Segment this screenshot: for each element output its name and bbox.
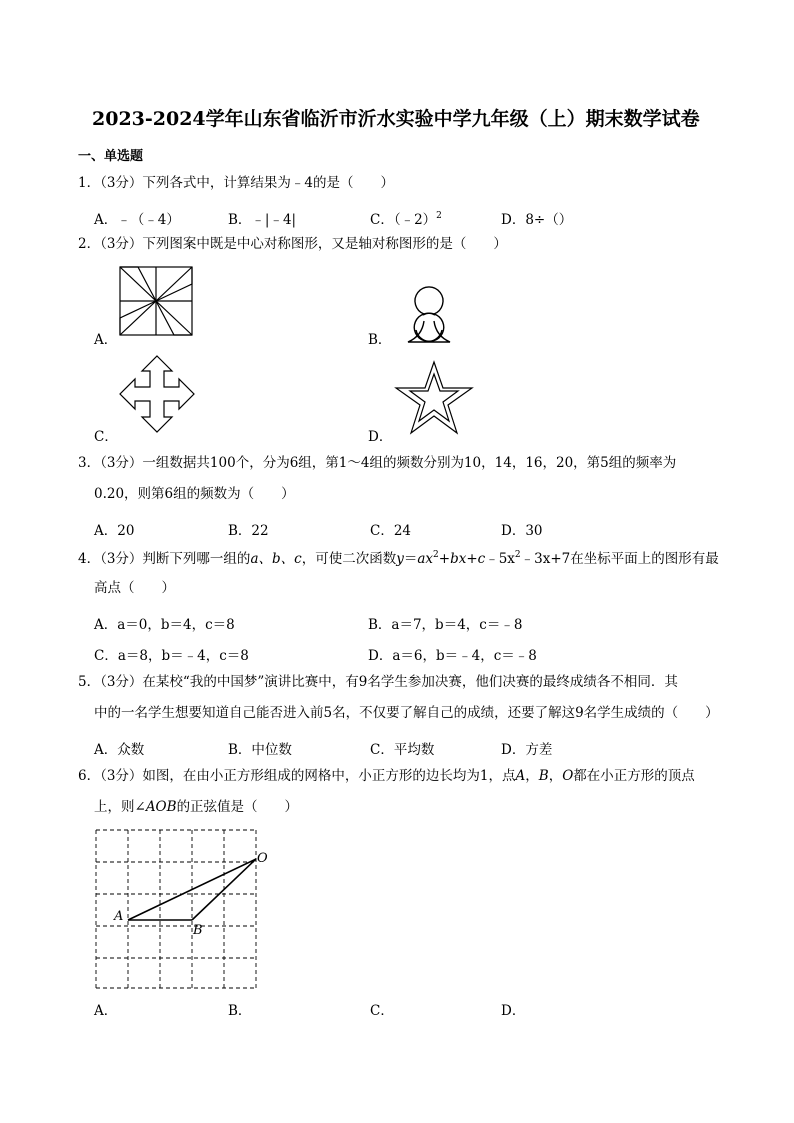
q4-option-b: B．a＝7，b＝4，c＝﹣8	[368, 617, 523, 633]
grid-figure	[90, 822, 275, 992]
q5-option-a: A．众数	[94, 742, 145, 758]
star-figure	[394, 360, 474, 435]
grid-label-a: A	[114, 909, 124, 924]
q5-option-d: D．方差	[501, 742, 553, 758]
q5-option-c: C．平均数	[370, 742, 435, 758]
q1-stem: 1．（3分）下列各式中，计算结果为﹣4的是（ ）	[78, 175, 395, 191]
q4-option-d: D．a＝6，b＝﹣4，c＝﹣8	[368, 648, 537, 664]
q2-option-b: B．	[368, 332, 392, 348]
q4-formula-tail2: ﹣3x+7在坐标平面上的图形有最	[520, 551, 719, 567]
q3-stem-line2: 0.20，则第6组的频数为（ ）	[94, 486, 295, 502]
q6-stem-line2-post: 的正弦值是（ ）	[176, 799, 299, 815]
q4-stem-pre: 4．（3分）判断下列哪一组的	[78, 551, 251, 567]
q6-stem-pre: 6．（3分）如图，在由小正方形组成的网格中，小正方形的边长均为1，点	[78, 768, 516, 784]
section-heading: 一、单选题	[78, 149, 144, 164]
q5-stem-line1: 5．（3分）在某校“我的中国梦”演讲比赛中，有9名学生参加决赛，他们决赛的最终成绩各不相同．其	[78, 674, 678, 690]
q4-formula-y: y	[396, 551, 404, 567]
q5-option-b: B．中位数	[228, 742, 292, 758]
q2-option-a: A．	[94, 332, 118, 348]
q4-stem-abc: a、b、c	[250, 551, 302, 567]
q6-option-b: B．	[228, 1003, 252, 1019]
q6-stem-comma2: ，	[548, 768, 563, 784]
q4-formula-plus2: +	[466, 551, 478, 567]
q4-formula-ax: ax	[417, 551, 434, 567]
q3-option-a: A．20	[94, 523, 135, 539]
page-title: 2023-2024学年山东省临沂市沂水实验中学九年级（上）期末数学试卷	[92, 108, 700, 130]
q3-stem-line1: 3．（3分）一组数据共100个，分为6组，第1～4组的频数分别为10，14，16，20，第5组的频率为	[78, 455, 677, 471]
pinwheel-figure	[118, 265, 194, 337]
q1-option-a: A．﹣（﹣4）	[94, 212, 180, 228]
q2-stem: 2．（3分）下列图案中既是中心对称图形，又是轴对称图形的是（ ）	[78, 236, 507, 252]
q1-option-b: B．﹣|﹣4|	[228, 212, 297, 228]
q4-formula-plus1: +	[438, 551, 451, 567]
q6-stem-post: 都在小正方形的顶点	[573, 768, 695, 784]
q4-formula-c: c	[477, 551, 486, 567]
q4-stem-line1	[78, 551, 719, 567]
q4-formula-sq: 2	[433, 550, 439, 560]
q6-stem-point-o: O	[562, 768, 574, 784]
q4-option-c: C．a＝8，b＝﹣4，c＝8	[94, 648, 249, 664]
q6-stem-line2-pre: 上，则∠	[94, 799, 146, 815]
q4-stem-mid: ，可使二次函数	[301, 551, 397, 567]
q6-option-a: A．	[94, 1003, 118, 1019]
q6-stem-line1	[78, 770, 695, 784]
four-arrow-figure	[118, 354, 196, 434]
q3-option-b: B．22	[228, 523, 269, 539]
q1-option-c	[370, 208, 442, 228]
q4-stem-line2: 高点（ ）	[94, 580, 175, 596]
q3-option-d: D．30	[501, 523, 543, 539]
q6-stem-point-b: B	[538, 768, 549, 784]
q1-option-d: D．8÷（）	[501, 212, 573, 228]
q4-formula-sq2: 2	[514, 550, 521, 560]
q6-stem-angle: AOB	[145, 799, 177, 815]
q4-formula-eq: ＝	[403, 551, 418, 567]
q1-option-c-text: C．（﹣2）	[370, 212, 437, 228]
q6-stem-comma1: ，	[525, 768, 539, 784]
q4-formula-tail: ﹣5x	[485, 551, 515, 567]
club-figure	[394, 288, 464, 344]
q4-formula-bx: bx	[450, 551, 467, 567]
q2-option-c: C．	[94, 429, 118, 445]
q2-option-d: D．	[368, 429, 393, 445]
grid-label-o: O	[257, 851, 268, 866]
grid-label-b: B	[193, 923, 203, 938]
q4-option-a: A．a＝0，b＝4，c＝8	[94, 617, 235, 633]
q3-option-c: C．24	[370, 523, 412, 539]
q6-stem-line2	[94, 801, 298, 815]
q6-stem-point-a: A	[515, 768, 526, 784]
q1-option-c-exponent: 2	[436, 211, 442, 221]
q6-option-d: D．	[501, 1003, 526, 1019]
q6-option-c: C．	[370, 1003, 394, 1019]
q5-stem-line2: 中的一名学生想要知道自己能否进入前5名，不仅要了解自己的成绩，还要了解这9名学生成绩的（ ）	[94, 705, 719, 721]
